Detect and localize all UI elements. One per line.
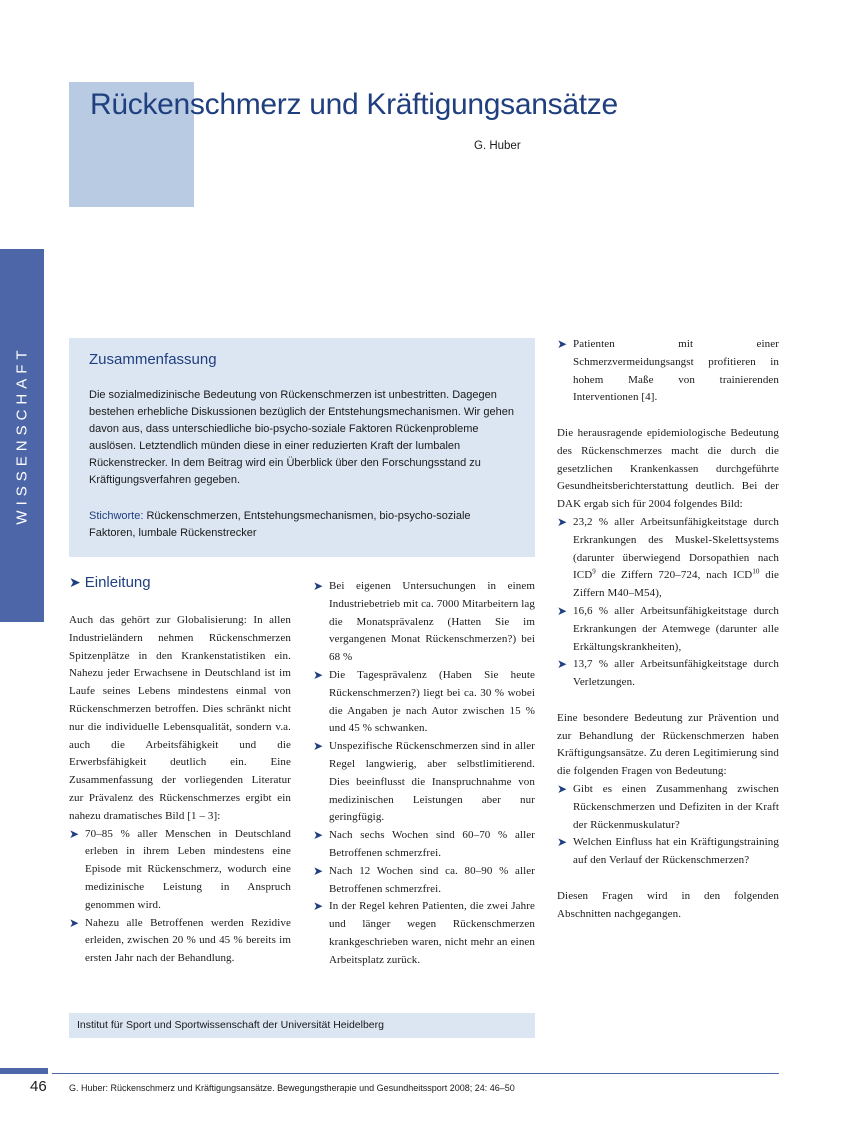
article-title: Rückenschmerz und Kräftigungsansätze (90, 88, 618, 121)
abstract-keywords (89, 508, 519, 542)
arrow-right-icon: ➤ (313, 828, 324, 843)
bullet-text: 13,7 % aller Arbeitsunfähigkeitstage durch Verletzungen. (573, 658, 779, 689)
bullet-text: Patienten mit einer Schmerzvermeidungsangst profitieren in hohem Maße von trainierenden Interventionen [4]. (573, 338, 779, 404)
affiliation-box (69, 1013, 535, 1038)
arrow-right-icon: ➤ (557, 835, 568, 850)
bullet-text: 23,2 % aller Arbeitsunfähigkeitstage durch Erkrankungen des Muskel-Skelettsystems (darunter überwiegend Dorsopathien nach ICD$^9$ die Ziffern 720–724, nach ICD$^{10}$ die Ziffern M40–M54), (573, 515, 779, 600)
keywords-text: Rückenschmerzen, Entstehungsmechanismen, bio-psycho-soziale Faktoren, lumbale Rückenstrecker (89, 510, 471, 539)
paragraph: Eine besondere Bedeutung zur Prävention und zur Behandlung der Rückenschmerzen haben Kräftigungsansätze. Zu deren Legitimierung sind die folgenden Fragen von Bedeutung: (557, 711, 779, 778)
section-heading-text: Einleitung (84, 574, 151, 591)
bullet-item (557, 336, 779, 407)
bullet-item (557, 603, 779, 656)
page-number: 46 (30, 1078, 47, 1095)
paragraph: Auch das gehört zur Globalisierung: In allen Industrieländern nehmen Rückenschmerzen Spitzenplätze in den Krankenstatistiken ein. Nahezu jeder Erwachsene in Deutschland ist im Laufe seines Lebens mindestens einmal von Rückenschmerzen betroffen. Dies schränkt nicht nur die individuelle Lebensqualität, sondern v.a. auch die Arbeitsfähigkeit und die Erwerbsfähigkeit deutlich ein. Eine Zusammenfassung der vorliegenden Literatur zur Prävalenz des Rückenschmerzes ergibt ein nahezu dramatisches Bild [1 – 3]: (69, 614, 291, 822)
footer-citation: G. Huber: Rückenschmerz und Kräftigungsansätze. Bewegungstherapie und Gesundheitssport 2008; 24: 46–50 (69, 1083, 515, 1093)
arrow-right-icon: ➤ (313, 899, 324, 914)
abstract-heading: Zusammenfassung (89, 351, 217, 368)
bullet-text: Bei eigenen Untersuchungen in einem Industriebetrieb mit ca. 7000 Mitarbeitern lag die Monatsprävalenz (Hatten Sie im vergangenen Monat Rückenschmerzen?) bei 68 % (329, 580, 535, 664)
footer-accent-bar (0, 1068, 48, 1074)
column-2 (313, 578, 535, 970)
bullet-text: In der Regel kehren Patienten, die zwei Jahre und länger wegen Rückenschmerzen krankgeschrieben waren, nicht mehr an einen Arbeitsplatz zurück. (329, 900, 535, 966)
arrow-right-icon: ➤ (313, 863, 324, 878)
column-3 (557, 336, 779, 923)
section-tab-label: WISSENSCHAFT (13, 345, 31, 525)
arrow-right-icon: ➤ (557, 781, 568, 796)
arrow-right-icon: ➤ (557, 657, 568, 672)
column-1 (69, 612, 291, 968)
bullet-item (557, 514, 779, 603)
bullet-item (69, 826, 291, 915)
bullet-item (313, 667, 535, 738)
arrow-right-icon: ➤ (69, 915, 80, 930)
bullet-item (69, 915, 291, 968)
arrow-right-icon: ➤ (313, 579, 324, 593)
bullet-item (557, 834, 779, 870)
author: G. Huber (474, 140, 521, 152)
abstract-box (69, 338, 535, 557)
arrow-right-icon: ➤ (557, 514, 568, 529)
arrow-right-icon: ➤ (557, 603, 568, 618)
arrow-right-icon: ➤ (313, 667, 324, 682)
bullet-text: Gibt es einen Zusammenhang zwischen Rückenschmerzen und Defiziten in der Kraft der Rückenmuskulatur? (573, 782, 779, 831)
arrow-right-icon: ➤ (69, 575, 81, 591)
footer-rule (52, 1073, 779, 1074)
bullet-text: Unspezifische Rückenschmerzen sind in aller Regel langwierig, aber selbstlimitierend. Dies beeinflusst die Inanspruchnahme von medizinischen Leistungen aber nur geringfügig. (329, 740, 535, 824)
bullet-text: 16,6 % aller Arbeitsunfähigkeitstage durch Erkrankungen der Atemwege (darunter alle Erkältungskrankheiten), (573, 604, 779, 653)
arrow-right-icon: ➤ (557, 337, 568, 351)
bullet-text: Nach 12 Wochen sind ca. 80–90 % aller Betroffenen schmerzfrei. (329, 864, 535, 895)
bullet-item (557, 781, 779, 834)
affiliation-text: Institut für Sport und Sportwissenschaft der Universität Heidelberg (77, 1019, 384, 1031)
arrow-right-icon: ➤ (313, 739, 324, 754)
paragraph: Diesen Fragen wird in den folgenden Abschnitten nachgegangen. (557, 889, 779, 920)
bullet-item (313, 827, 535, 863)
bullet-item (313, 738, 535, 827)
bullet-text: Die Tagesprävalenz (Haben Sie heute Rückenschmerzen?) liegt bei ca. 30 % wobei die Angaben je nach Autor zwischen 15 % und 45 % schwanken. (329, 668, 535, 735)
section-heading (69, 574, 151, 591)
bullet-text: Nahezu alle Betroffenen werden Rezidive erleiden, zwischen 20 % und 45 % bereits im ersten Jahr nach der Behandlung. (85, 916, 291, 965)
bullet-text: 70–85 % aller Menschen in Deutschland erleben in ihrem Leben mindestens eine Episode mit Rückenschmerz, wodurch eine medizinische Leistung in Anspruch genommen wird. (85, 827, 291, 911)
bullet-item (313, 898, 535, 969)
bullet-text: Nach sechs Wochen sind 60–70 % aller Betroffenen schmerzfrei. (329, 829, 535, 859)
arrow-right-icon: ➤ (69, 826, 80, 841)
paragraph: Die herausragende epidemiologische Bedeutung des Rückenschmerzes macht die durch die gesetzlichen Krankenkassen durchgeführte Gesundheitsberichterstattung deutlich. Bei der DAK ergab sich für 2004 folgendes Bild: (557, 426, 779, 511)
abstract-text: Die sozialmedizinische Bedeutung von Rückenschmerzen ist unbestritten. Dagegen bestehen erhebliche Diskussionen bezüglich der Entstehungsmechanismen. Wir gehen davon aus, dass unterschiedliche bio-psycho-soziale Faktoren Rückenprobleme auslösen. Letztendlich münden diese in einer reduzierten Kraft der lumbalen Rückenstrecker. In dem Beitrag wird ein Überblick über den Forschungsstand zu Kräftigungsverfahren gegeben. (89, 389, 514, 486)
bullet-text: Welchen Einfluss hat ein Kräftigungstraining auf den Verlauf der Rückenschmerzen? (573, 836, 779, 867)
keywords-label: Stichworte: (89, 510, 144, 522)
bullet-item (557, 656, 779, 692)
bullet-item (313, 863, 535, 899)
section-side-tab (0, 249, 44, 622)
bullet-item (313, 578, 535, 667)
